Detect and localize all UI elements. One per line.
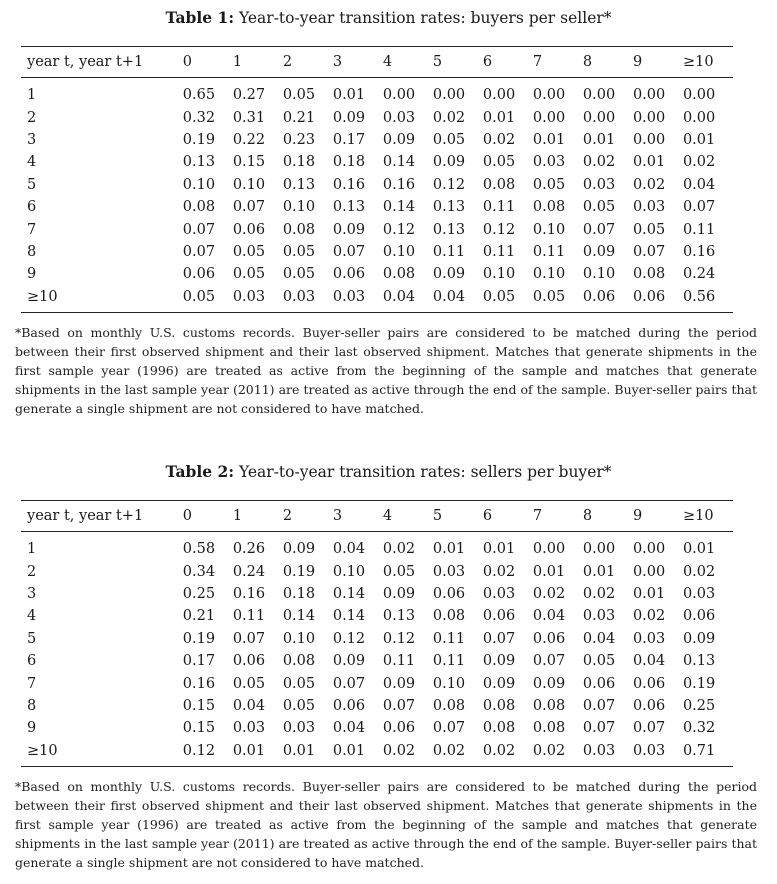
rate-cell: 0.02 [432, 742, 466, 759]
rate-cell: 0.06 [382, 720, 416, 737]
table-row [21, 106, 733, 128]
rate-cell: 0.06 [482, 608, 516, 625]
rate-cell: 0.05 [282, 266, 316, 283]
rate-cell: 0.07 [532, 653, 566, 670]
table-2-caption [15, 462, 762, 484]
rate-cell: 0.02 [632, 608, 666, 625]
rate-cell: 0.15 [232, 154, 266, 171]
table-row [21, 717, 733, 739]
row-label-cell: 7 [27, 221, 37, 238]
rate-cell: 0.09 [432, 154, 466, 171]
rate-cell: 0.03 [282, 720, 316, 737]
rate-cell: 0.04 [632, 653, 666, 670]
rate-cell: 0.14 [332, 585, 366, 602]
rate-cell: 0.06 [182, 266, 216, 283]
rate-cell: 0.02 [532, 585, 566, 602]
table-2-grid [21, 500, 733, 767]
header-cell: 1 [232, 54, 243, 70]
rate-cell: 0.06 [332, 266, 366, 283]
rate-cell: 0.05 [282, 243, 316, 260]
row-label-cell: ≥10 [27, 288, 58, 305]
rate-cell: 0.01 [332, 742, 366, 759]
rate-cell: 0.16 [382, 176, 416, 193]
row-label-cell: 9 [27, 266, 37, 283]
rate-cell: 0.04 [682, 176, 716, 193]
table-1-label: Table 1: [165, 8, 235, 27]
rate-cell: 0.14 [382, 199, 416, 216]
rate-cell: 0.02 [382, 742, 416, 759]
rate-cell: 0.32 [682, 720, 716, 737]
rate-cell: 0.13 [182, 154, 216, 171]
rate-cell: 0.01 [532, 563, 566, 580]
row-label-cell: 5 [27, 176, 37, 193]
rate-cell: 0.05 [482, 154, 516, 171]
table-row [21, 129, 733, 151]
rate-cell: 0.05 [482, 288, 516, 305]
rate-cell: 0.05 [532, 176, 566, 193]
rate-cell: 0.07 [432, 720, 466, 737]
rate-cell: 0.00 [582, 541, 616, 558]
rate-cell: 0.13 [332, 199, 366, 216]
table-row [21, 151, 733, 173]
row-label-cell: 2 [27, 109, 37, 126]
rate-cell: 0.12 [382, 630, 416, 647]
rate-cell: 0.08 [482, 720, 516, 737]
rate-cell: 0.05 [632, 221, 666, 238]
table-row [21, 286, 733, 313]
table-1-caption [15, 8, 762, 30]
rate-cell: 0.03 [682, 585, 716, 602]
rate-cell: 0.14 [382, 154, 416, 171]
rate-cell: 0.04 [332, 541, 366, 558]
table-row [21, 605, 733, 627]
rate-cell: 0.07 [632, 720, 666, 737]
rate-cell: 0.09 [282, 541, 316, 558]
rate-cell: 0.01 [632, 585, 666, 602]
rate-cell: 0.00 [532, 87, 566, 104]
rate-cell: 0.06 [432, 585, 466, 602]
row-label-cell: ≥10 [27, 742, 58, 759]
rate-cell: 0.16 [182, 675, 216, 692]
table-2-footnote: *Based on monthly U.S. customs records. Buyer-seller pairs are considered to be matched during the period between their first observed shipment and their last observed shipment. Matches that generate shipments in the first sample year (1996) are treated as active from the beginning of the sample and matches that generate shipments in the last sample year (2011) are treated as active through the end of the sample. Buyer-seller pairs that generate a single shipment are not considered to have matched. [15, 778, 757, 870]
header-cell: 2 [282, 54, 293, 70]
rate-cell: 0.00 [532, 541, 566, 558]
rate-cell: 0.06 [632, 697, 666, 714]
table-2 [15, 462, 762, 872]
rate-cell: 0.07 [232, 199, 266, 216]
rate-cell: 0.02 [682, 563, 716, 580]
header-cell: 5 [432, 508, 443, 524]
rate-cell: 0.01 [532, 131, 566, 148]
rate-cell: 0.00 [682, 87, 716, 104]
rate-cell: 0.08 [282, 221, 316, 238]
header-cell: 9 [632, 508, 643, 524]
rate-cell: 0.07 [382, 697, 416, 714]
rate-cell: 0.71 [682, 742, 716, 759]
rate-cell: 0.02 [482, 563, 516, 580]
rate-cell: 0.10 [382, 243, 416, 260]
rate-cell: 0.00 [632, 87, 666, 104]
row-label-cell: 3 [27, 585, 37, 602]
rate-cell: 0.05 [582, 653, 616, 670]
rate-cell: 0.03 [432, 563, 466, 580]
rate-cell: 0.07 [582, 720, 616, 737]
rate-cell: 0.05 [232, 266, 266, 283]
rate-cell: 0.02 [532, 742, 566, 759]
rate-cell: 0.10 [332, 563, 366, 580]
rate-cell: 0.10 [482, 266, 516, 283]
rate-cell: 0.03 [532, 154, 566, 171]
rate-cell: 0.02 [582, 154, 616, 171]
rate-cell: 0.11 [482, 199, 516, 216]
rate-cell: 0.16 [682, 243, 716, 260]
rate-cell: 0.00 [632, 131, 666, 148]
rate-cell: 0.13 [282, 176, 316, 193]
rate-cell: 0.19 [682, 675, 716, 692]
rate-cell: 0.02 [582, 585, 616, 602]
rate-cell: 0.31 [232, 109, 266, 126]
rate-cell: 0.00 [632, 563, 666, 580]
header-cell: 6 [482, 54, 493, 70]
rate-cell: 0.01 [432, 541, 466, 558]
table-1 [15, 8, 762, 418]
row-label-cell: 3 [27, 131, 37, 148]
rate-cell: 0.04 [432, 288, 466, 305]
rate-cell: 0.11 [482, 243, 516, 260]
header-cell: ≥10 [682, 508, 714, 524]
table-2-title: Year-to-year transition rates: sellers per buyer* [238, 463, 612, 481]
rate-cell: 0.03 [582, 176, 616, 193]
rate-cell: 0.24 [682, 266, 716, 283]
rate-cell: 0.09 [432, 266, 466, 283]
row-label-cell: 6 [27, 653, 37, 670]
header-cell: 5 [432, 54, 443, 70]
header-cell: 0 [182, 508, 193, 524]
header-cell: 4 [382, 54, 393, 70]
rate-cell: 0.06 [232, 221, 266, 238]
table-row [21, 78, 733, 107]
rate-cell: 0.01 [332, 87, 366, 104]
rate-cell: 0.04 [532, 608, 566, 625]
rate-cell: 0.13 [682, 653, 716, 670]
rate-cell: 0.13 [432, 221, 466, 238]
rate-cell: 0.01 [582, 131, 616, 148]
rate-cell: 0.10 [182, 176, 216, 193]
table-row [21, 628, 733, 650]
rate-cell: 0.03 [232, 720, 266, 737]
rate-cell: 0.09 [332, 653, 366, 670]
rate-cell: 0.13 [432, 199, 466, 216]
rate-cell: 0.10 [232, 176, 266, 193]
rate-cell: 0.08 [432, 697, 466, 714]
rate-cell: 0.23 [282, 131, 316, 148]
rate-cell: 0.03 [482, 585, 516, 602]
rate-cell: 0.18 [282, 154, 316, 171]
rate-cell: 0.04 [232, 697, 266, 714]
rate-cell: 0.10 [582, 266, 616, 283]
rate-cell: 0.00 [632, 109, 666, 126]
rate-cell: 0.12 [432, 176, 466, 193]
table-row [21, 740, 733, 767]
table-row [21, 650, 733, 672]
table-row [21, 263, 733, 285]
rate-cell: 0.09 [582, 243, 616, 260]
row-label-cell: 1 [27, 87, 37, 104]
rate-cell: 0.01 [482, 541, 516, 558]
rate-cell: 0.07 [182, 243, 216, 260]
rate-cell: 0.05 [232, 243, 266, 260]
rate-cell: 0.02 [682, 154, 716, 171]
rate-cell: 0.09 [382, 675, 416, 692]
rate-cell: 0.11 [432, 630, 466, 647]
rate-cell: 0.10 [282, 199, 316, 216]
rate-cell: 0.34 [182, 563, 216, 580]
rate-cell: 0.08 [432, 608, 466, 625]
rate-cell: 0.14 [282, 608, 316, 625]
rate-cell: 0.07 [682, 199, 716, 216]
table-row [21, 532, 733, 561]
rate-cell: 0.21 [182, 608, 216, 625]
rate-cell: 0.16 [232, 585, 266, 602]
rate-cell: 0.08 [482, 697, 516, 714]
header-cell: 3 [332, 508, 343, 524]
rate-cell: 0.03 [582, 608, 616, 625]
rate-cell: 0.19 [282, 563, 316, 580]
table-1-footnote: *Based on monthly U.S. customs records. Buyer-seller pairs are considered to be matched during the period between their first observed shipment and their last observed shipment. Matches that generate shipments in the first sample year (1996) are treated as active from the beginning of the sample and matches that generate shipments in the last sample year (2011) are treated as active through the end of the sample. Buyer-seller pairs that generate a single shipment are not considered to have matched. [15, 324, 757, 416]
row-label-cell: 7 [27, 675, 37, 692]
table-1-title: Year-to-year transition rates: buyers per seller* [238, 9, 612, 27]
rate-cell: 0.21 [282, 109, 316, 126]
row-label-cell: 4 [27, 154, 37, 171]
rate-cell: 0.00 [382, 87, 416, 104]
rate-cell: 0.12 [482, 221, 516, 238]
header-cell: ≥10 [682, 54, 714, 70]
rate-cell: 0.65 [182, 87, 216, 104]
row-label-cell: 2 [27, 563, 37, 580]
rate-cell: 0.07 [582, 221, 616, 238]
rate-cell: 0.09 [682, 630, 716, 647]
rate-cell: 0.05 [232, 675, 266, 692]
row-label-cell: 8 [27, 243, 37, 260]
rate-cell: 0.12 [182, 742, 216, 759]
rate-cell: 0.05 [432, 131, 466, 148]
rate-cell: 0.04 [332, 720, 366, 737]
rate-cell: 0.06 [532, 630, 566, 647]
rate-cell: 0.08 [182, 199, 216, 216]
table-row [21, 218, 733, 240]
rate-cell: 0.07 [632, 243, 666, 260]
rate-cell: 0.03 [632, 630, 666, 647]
rate-cell: 0.08 [632, 266, 666, 283]
rate-cell: 0.06 [332, 697, 366, 714]
rate-cell: 0.02 [632, 176, 666, 193]
rate-cell: 0.17 [182, 653, 216, 670]
table-row [21, 672, 733, 694]
header-cell: 3 [332, 54, 343, 70]
rate-cell: 0.07 [232, 630, 266, 647]
rate-cell: 0.05 [582, 199, 616, 216]
rate-cell: 0.02 [382, 541, 416, 558]
rate-cell: 0.04 [382, 288, 416, 305]
row-label-cell: 1 [27, 541, 37, 558]
rate-cell: 0.13 [382, 608, 416, 625]
rate-cell: 0.00 [582, 109, 616, 126]
rate-cell: 0.19 [182, 630, 216, 647]
rate-cell: 0.09 [482, 675, 516, 692]
rate-cell: 0.06 [582, 675, 616, 692]
rate-cell: 0.09 [382, 585, 416, 602]
rate-cell: 0.22 [232, 131, 266, 148]
rate-cell: 0.03 [632, 742, 666, 759]
rate-cell: 0.01 [582, 563, 616, 580]
rate-cell: 0.10 [432, 675, 466, 692]
rate-cell: 0.08 [382, 266, 416, 283]
rate-cell: 0.07 [182, 221, 216, 238]
rate-cell: 0.25 [682, 697, 716, 714]
rate-cell: 0.12 [382, 221, 416, 238]
rate-cell: 0.05 [532, 288, 566, 305]
rate-cell: 0.07 [482, 630, 516, 647]
rate-cell: 0.11 [382, 653, 416, 670]
header-cell: 1 [232, 508, 243, 524]
table-row [21, 174, 733, 196]
rate-cell: 0.08 [282, 653, 316, 670]
table-1-grid [21, 46, 733, 313]
table-row [21, 695, 733, 717]
rate-cell: 0.00 [532, 109, 566, 126]
row-label-cell: 8 [27, 697, 37, 714]
rate-cell: 0.01 [682, 131, 716, 148]
table-row [21, 196, 733, 218]
rate-cell: 0.00 [632, 541, 666, 558]
header-cell-row-label: year t, year t+1 [27, 54, 144, 70]
rate-cell: 0.14 [332, 608, 366, 625]
rate-cell: 0.15 [182, 697, 216, 714]
table-row [21, 241, 733, 263]
rate-cell: 0.17 [332, 131, 366, 148]
table-row [21, 583, 733, 605]
rate-cell: 0.07 [332, 243, 366, 260]
row-label-cell: 9 [27, 720, 37, 737]
rate-cell: 0.08 [482, 176, 516, 193]
rate-cell: 0.07 [582, 697, 616, 714]
rate-cell: 0.03 [232, 288, 266, 305]
rate-cell: 0.01 [682, 541, 716, 558]
header-cell: 8 [582, 54, 593, 70]
rate-cell: 0.02 [482, 131, 516, 148]
rate-cell: 0.06 [232, 653, 266, 670]
rate-cell: 0.06 [632, 675, 666, 692]
rate-cell: 0.27 [232, 87, 266, 104]
rate-cell: 0.06 [582, 288, 616, 305]
rate-cell: 0.00 [582, 87, 616, 104]
rate-cell: 0.02 [482, 742, 516, 759]
rate-cell: 0.05 [282, 675, 316, 692]
rate-cell: 0.11 [432, 653, 466, 670]
header-cell: 7 [532, 54, 543, 70]
rate-cell: 0.26 [232, 541, 266, 558]
rate-cell: 0.05 [182, 288, 216, 305]
rate-cell: 0.02 [432, 109, 466, 126]
rate-cell: 0.00 [432, 87, 466, 104]
rate-cell: 0.00 [482, 87, 516, 104]
rate-cell: 0.11 [682, 221, 716, 238]
rate-cell: 0.08 [532, 199, 566, 216]
rate-cell: 0.32 [182, 109, 216, 126]
rate-cell: 0.06 [682, 608, 716, 625]
rate-cell: 0.15 [182, 720, 216, 737]
rate-cell: 0.24 [232, 563, 266, 580]
rate-cell: 0.05 [282, 87, 316, 104]
rate-cell: 0.01 [232, 742, 266, 759]
rate-cell: 0.18 [332, 154, 366, 171]
rate-cell: 0.08 [532, 697, 566, 714]
rate-cell: 0.11 [232, 608, 266, 625]
header-cell: 7 [532, 508, 543, 524]
header-cell: 6 [482, 508, 493, 524]
rate-cell: 0.09 [332, 221, 366, 238]
rate-cell: 0.09 [382, 131, 416, 148]
rate-cell: 0.09 [532, 675, 566, 692]
rate-cell: 0.11 [432, 243, 466, 260]
rate-cell: 0.19 [182, 131, 216, 148]
row-label-cell: 5 [27, 630, 37, 647]
rate-cell: 0.01 [282, 742, 316, 759]
rate-cell: 0.09 [482, 653, 516, 670]
rate-cell: 0.18 [282, 585, 316, 602]
rate-cell: 0.07 [332, 675, 366, 692]
rate-cell: 0.00 [682, 109, 716, 126]
rate-cell: 0.05 [282, 697, 316, 714]
rate-cell: 0.08 [532, 720, 566, 737]
rate-cell: 0.09 [332, 109, 366, 126]
rate-cell: 0.06 [632, 288, 666, 305]
row-label-cell: 4 [27, 608, 37, 625]
rate-cell: 0.03 [582, 742, 616, 759]
rate-cell: 0.03 [382, 109, 416, 126]
rate-cell: 0.01 [482, 109, 516, 126]
table-row [21, 560, 733, 582]
rate-cell: 0.03 [282, 288, 316, 305]
rate-cell: 0.05 [382, 563, 416, 580]
rate-cell: 0.56 [682, 288, 716, 305]
rate-cell: 0.03 [332, 288, 366, 305]
rate-cell: 0.11 [532, 243, 566, 260]
table-2-label: Table 2: [165, 462, 235, 481]
rate-cell: 0.12 [332, 630, 366, 647]
rate-cell: 0.04 [582, 630, 616, 647]
header-cell: 8 [582, 508, 593, 524]
header-cell: 4 [382, 508, 393, 524]
rate-cell: 0.16 [332, 176, 366, 193]
header-cell: 0 [182, 54, 193, 70]
header-cell-row-label: year t, year t+1 [27, 508, 144, 524]
rate-cell: 0.03 [632, 199, 666, 216]
header-cell: 2 [282, 508, 293, 524]
row-label-cell: 6 [27, 199, 37, 216]
rate-cell: 0.01 [632, 154, 666, 171]
rate-cell: 0.10 [532, 266, 566, 283]
rate-cell: 0.10 [282, 630, 316, 647]
rate-cell: 0.58 [182, 541, 216, 558]
rate-cell: 0.25 [182, 585, 216, 602]
header-cell: 9 [632, 54, 643, 70]
table-header-row [21, 47, 733, 78]
table-header-row [21, 501, 733, 532]
rate-cell: 0.10 [532, 221, 566, 238]
